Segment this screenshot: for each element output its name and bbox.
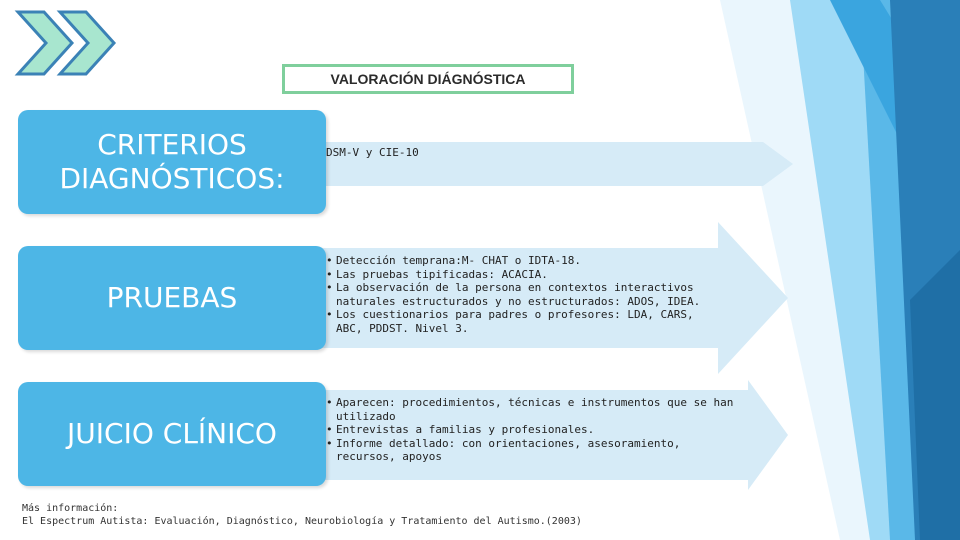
page-title: VALORACIÓN DIÁGNÓSTICA — [282, 64, 574, 94]
arrow-pruebas — [318, 222, 788, 374]
footer-line-2: El Espectrum Autista: Evaluación, Diagnóstico, Neurobiología y Tratamiento del Autismo.(2003) — [22, 516, 582, 527]
list-item: • Entrevistas a familias y profesionales. — [326, 423, 742, 437]
list-item: • Aparecen: procedimientos, técnicas e instrumentos que se han utilizado — [326, 396, 742, 423]
footer-line-1: Más información: — [22, 503, 119, 514]
label-pruebas-text: PRUEBAS — [106, 281, 238, 315]
list-item: • Informe detallado: con orientaciones, asesoramiento, recursos, apoyos — [326, 437, 742, 464]
list-item: • La observación de la persona en contextos interactivos naturales estructurados y no estructurados: ADOS, IDEA. — [326, 281, 726, 308]
label-pruebas — [18, 246, 326, 350]
list-item: • Las pruebas tipificadas: ACACIA. — [326, 268, 726, 282]
list-item: • Los cuestionarios para padres o profesores: LDA, CARS, ABC, PDDST. Nivel 3. — [326, 308, 726, 335]
label-juicio-text: JUICIO CLÍNICO — [67, 417, 277, 451]
arrow-criterios — [318, 138, 793, 190]
juicio-list — [326, 396, 742, 464]
list-item: • Detección temprana:M- CHAT o IDTA-18. — [326, 254, 726, 268]
double-chevron-right-icon — [14, 8, 124, 78]
label-juicio — [18, 382, 326, 486]
label-criterios-text: CRITERIOS DIAGNÓSTICOS: — [59, 128, 285, 195]
footer-reference — [22, 502, 582, 528]
criterios-item: DSM-V y CIE-10 — [326, 146, 419, 159]
label-criterios — [18, 110, 326, 214]
pruebas-list — [326, 254, 726, 335]
arrow-juicio — [318, 380, 788, 490]
criterios-text — [326, 146, 746, 160]
